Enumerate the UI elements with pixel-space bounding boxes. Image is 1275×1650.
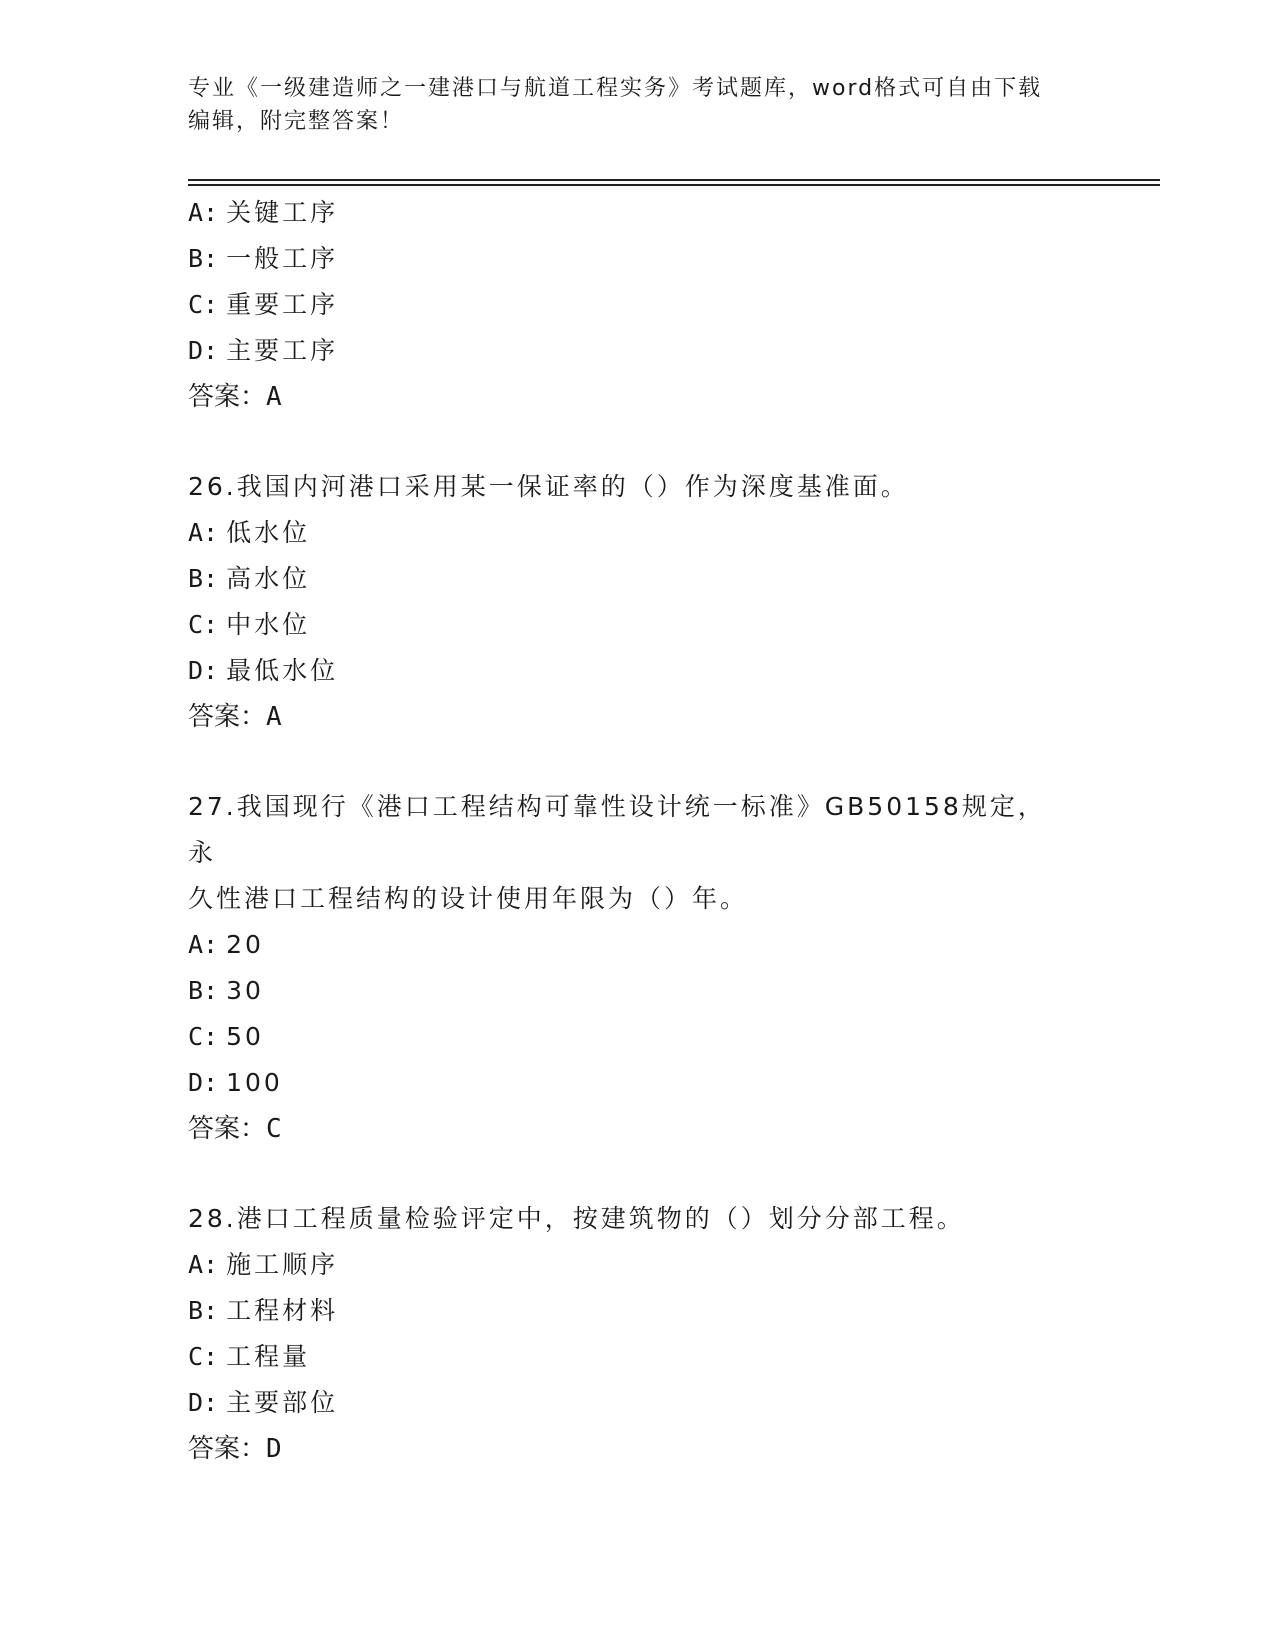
- option-c: [188, 282, 1088, 328]
- option-letter: C:: [188, 1342, 219, 1371]
- option-text: 30: [226, 976, 264, 1005]
- question-text: [188, 1196, 1068, 1242]
- option-text: 主要部位: [226, 1388, 339, 1417]
- question-text: [188, 784, 1068, 922]
- option-text: 最低水位: [226, 656, 339, 685]
- question-line-1: 27.我国现行《港口工程结构可靠性设计统一标准》GB50158规定，永: [188, 792, 1046, 867]
- option-letter: A:: [188, 1250, 219, 1279]
- option-text: 关键工序: [226, 198, 339, 227]
- question-line-1: 26.我国内河港口采用某一保证率的（）作为深度基准面。: [188, 472, 909, 501]
- option-b: [188, 1288, 1088, 1334]
- answer-line: [188, 1426, 1088, 1472]
- option-text: 高水位: [226, 564, 311, 593]
- option-letter: A:: [188, 518, 219, 547]
- option-text: 主要工序: [226, 336, 339, 365]
- answer-line: [188, 374, 1088, 420]
- answer-line: [188, 694, 1088, 740]
- option-a: [188, 190, 1088, 236]
- answer-label: 答案：: [188, 1114, 267, 1144]
- option-d: [188, 328, 1088, 374]
- answer-label: 答案：: [188, 1434, 267, 1464]
- option-letter: D:: [188, 336, 219, 365]
- option-text: 低水位: [226, 518, 311, 547]
- answer-value: D: [266, 1434, 282, 1464]
- option-letter: B:: [188, 1296, 219, 1325]
- option-letter: B:: [188, 564, 219, 593]
- option-text: 50: [226, 1022, 264, 1051]
- option-letter: D:: [188, 1068, 219, 1097]
- option-text: 100: [226, 1068, 283, 1097]
- document-header: [188, 72, 1088, 138]
- option-letter: A:: [188, 930, 219, 959]
- answer-value: A: [266, 702, 282, 732]
- option-c: [188, 602, 1088, 648]
- question-text: [188, 464, 1068, 510]
- option-d: [188, 648, 1088, 694]
- option-text: 中水位: [226, 610, 311, 639]
- option-letter: B:: [188, 244, 219, 273]
- option-a: [188, 922, 1088, 968]
- option-letter: C:: [188, 1022, 219, 1051]
- answer-line: [188, 1106, 1088, 1152]
- option-text: 工程量: [226, 1342, 311, 1371]
- answer-label: 答案：: [188, 702, 267, 732]
- option-d: [188, 1380, 1088, 1426]
- option-text: 20: [226, 930, 264, 959]
- option-c: [188, 1334, 1088, 1380]
- option-d: [188, 1060, 1088, 1106]
- question-block-26: [188, 464, 1088, 740]
- option-a: [188, 1242, 1088, 1288]
- question-block-27: [188, 784, 1088, 1152]
- option-letter: D:: [188, 1388, 219, 1417]
- header-divider-bottom: [188, 184, 1160, 186]
- option-c: [188, 1014, 1088, 1060]
- question-block-25: [188, 190, 1088, 420]
- option-a: [188, 510, 1088, 556]
- option-text: 施工顺序: [226, 1250, 339, 1279]
- option-letter: B:: [188, 976, 219, 1005]
- option-letter: A:: [188, 198, 219, 227]
- question-list: [188, 190, 1088, 1472]
- option-text: 一般工序: [226, 244, 339, 273]
- option-letter: C:: [188, 610, 219, 639]
- header-divider-top: [188, 179, 1160, 181]
- header-line-1: 专业《一级建造师之一建港口与航道工程实务》考试题库，word格式可自由下载: [188, 76, 1043, 101]
- option-text: 重要工序: [226, 290, 339, 319]
- answer-value: A: [266, 382, 282, 412]
- header-line-2: 编辑，附完整答案！: [188, 109, 405, 134]
- option-letter: C:: [188, 290, 219, 319]
- question-line-2: 久性港口工程结构的设计使用年限为（）年。: [188, 884, 749, 913]
- option-b: [188, 556, 1088, 602]
- question-line-1: 28.港口工程质量检验评定中，按建筑物的（）划分分部工程。: [188, 1204, 965, 1233]
- answer-label: 答案：: [188, 382, 267, 412]
- question-block-28: [188, 1196, 1088, 1472]
- option-b: [188, 968, 1088, 1014]
- answer-value: C: [266, 1114, 282, 1144]
- option-text: 工程材料: [226, 1296, 339, 1325]
- option-letter: D:: [188, 656, 219, 685]
- option-b: [188, 236, 1088, 282]
